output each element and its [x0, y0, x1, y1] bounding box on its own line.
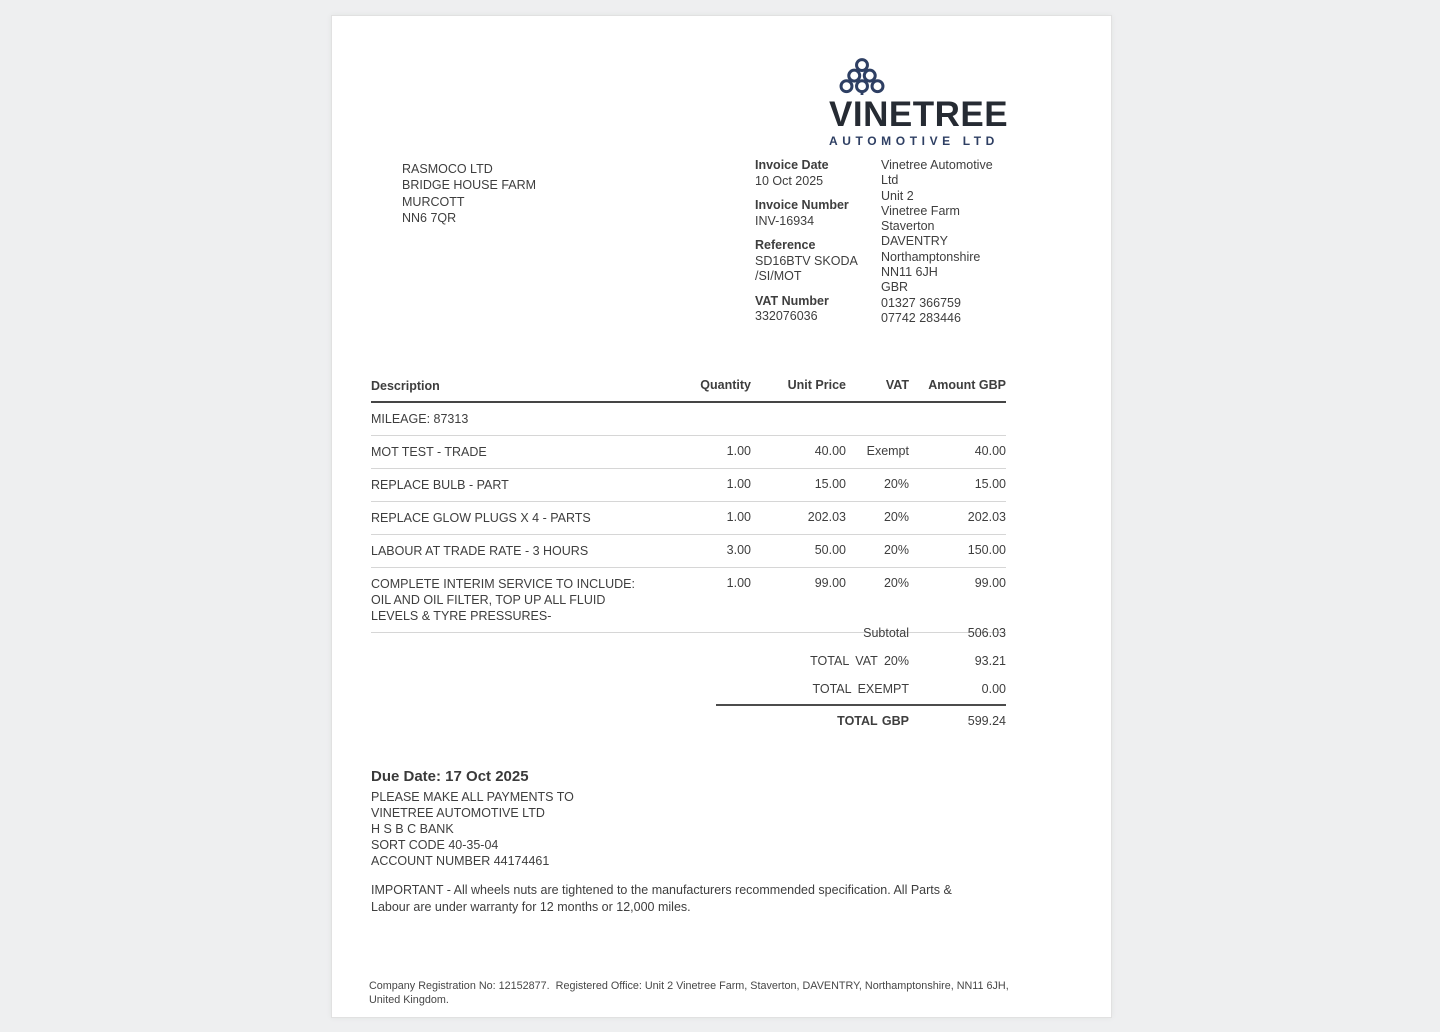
important-note: [371, 882, 1016, 915]
total-vat-value: 93.21: [974, 654, 1006, 668]
grand-total-label: TOTAL GBP: [837, 714, 909, 728]
total-exempt-label: TOTAL EXEMPT: [812, 682, 909, 696]
registration-footer: [369, 979, 1029, 1007]
subtotal-label: Subtotal: [863, 626, 909, 640]
total-vat-row: [371, 647, 1006, 675]
total-exempt-row: [371, 675, 1006, 703]
customer-address: [402, 161, 536, 227]
invoice-meta: [755, 158, 875, 334]
item-description: REPLACE BULB - PART: [371, 478, 509, 492]
item-unit-price: 40.00: [814, 444, 846, 458]
company-address-line: Staverton: [881, 219, 935, 234]
payment-line: PLEASE MAKE ALL PAYMENTS TO: [371, 790, 574, 804]
item-description: COMPLETE INTERIM SERVICE TO INCLUDE:: [371, 577, 635, 591]
item-quantity: 1.00: [726, 477, 751, 491]
payment-line: H S B C BANK: [371, 822, 454, 836]
table-row: [371, 502, 1006, 535]
customer-address-line: MURCOTT: [402, 194, 465, 209]
invoice-page: [331, 15, 1112, 1018]
item-vat: 20%: [883, 510, 909, 524]
item-description: OIL AND OIL FILTER, TOP UP ALL FLUID: [371, 593, 606, 607]
header-unit-price: Unit Price: [787, 378, 846, 392]
reference-value: SD16BTV SKODA: [755, 253, 858, 268]
item-vat: 20%: [883, 477, 909, 491]
header-amount-gbp: Amount GBP: [928, 378, 1006, 392]
invoice-date-label: Invoice Date: [755, 158, 829, 172]
company-address-line: Vinetree Farm: [881, 203, 960, 218]
invoice-number-value: INV-16934: [755, 213, 815, 228]
item-vat: Exempt: [866, 444, 909, 458]
company-address-line: Ltd: [881, 173, 899, 188]
logo-wordmark: VINETREE: [829, 95, 1009, 134]
item-description: LABOUR AT TRADE RATE - 3 HOURS: [371, 544, 589, 558]
reference-label: Reference: [755, 238, 816, 252]
totals-section: [371, 619, 1006, 735]
grape-cluster-icon: [839, 58, 1019, 98]
reference-group: [755, 238, 875, 285]
company-phone: 01327 366759: [881, 295, 961, 310]
customer-address-line: BRIDGE HOUSE FARM: [402, 178, 537, 193]
item-description: MILEAGE: 87313: [371, 412, 469, 426]
customer-address-line: RASMOCO LTD: [402, 162, 493, 176]
item-description: MOT TEST - TRADE: [371, 445, 487, 459]
item-quantity: 1.00: [726, 444, 751, 458]
table-row: [371, 403, 1006, 436]
note-line: IMPORTANT - All wheels nuts are tightened to the manufacturers recommended specification. All Parts &: [371, 883, 952, 897]
company-address-line: DAVENTRY: [881, 234, 948, 249]
payment-line: SORT CODE 40-35-04: [371, 838, 499, 852]
item-quantity: 1.00: [726, 510, 751, 524]
item-amount: 99.00: [974, 576, 1006, 590]
customer-address-line: NN6 7QR: [402, 211, 457, 226]
header-quantity: Quantity: [700, 378, 751, 392]
item-quantity: 1.00: [726, 576, 751, 590]
subtotal-value: 506.03: [967, 626, 1006, 640]
total-vat-label: TOTAL VAT 20%: [810, 654, 909, 668]
item-amount: 40.00: [974, 444, 1006, 458]
footer-line: Company Registration No: 12152877. Registered Office: Unit 2 Vinetree Farm, Staverton, DAVENTRY, Northamptonshire, NN11 6JH,: [369, 980, 1009, 992]
item-unit-price: 99.00: [814, 576, 846, 590]
header-vat: VAT: [885, 378, 909, 392]
due-date: Due Date: 17 Oct 2025: [371, 768, 529, 785]
company-address-line: Northamptonshire: [881, 249, 981, 264]
company-address-line: GBR: [881, 280, 909, 295]
invoice-number-group: [755, 198, 875, 229]
invoice-number-label: Invoice Number: [755, 198, 849, 212]
company-address-line: Vinetree Automotive: [881, 158, 993, 172]
item-description: LEVELS & TYRE PRESSURES-: [371, 609, 552, 623]
item-amount: 15.00: [974, 477, 1006, 491]
table-header-row: [371, 376, 1006, 403]
table-row: [371, 535, 1006, 568]
company-logo: [829, 58, 1019, 148]
invoice-date-value: 10 Oct 2025: [755, 173, 824, 188]
company-address: [881, 158, 993, 326]
footer-line: United Kingdom.: [369, 994, 449, 1006]
item-amount: 202.03: [967, 510, 1006, 524]
item-amount: 150.00: [967, 543, 1006, 557]
note-line: Labour are under warranty for 12 months or 12,000 miles.: [371, 899, 691, 914]
subtotal-row: [371, 619, 1006, 647]
line-items-table: [371, 376, 1006, 633]
payment-line: VINETREE AUTOMOTIVE LTD: [371, 806, 545, 820]
item-vat: 20%: [883, 576, 909, 590]
logo-subtitle: AUTOMOTIVE LTD: [829, 134, 999, 149]
item-description: REPLACE GLOW PLUGS X 4 - PARTS: [371, 511, 591, 525]
item-quantity: 3.00: [726, 543, 751, 557]
item-unit-price: 50.00: [814, 543, 846, 557]
invoice-date-group: [755, 158, 875, 189]
table-row: [371, 469, 1006, 502]
reference-value: /SI/MOT: [755, 269, 802, 283]
vat-number-label: VAT Number: [755, 293, 829, 308]
vat-number-group: [755, 294, 875, 325]
payment-details: [371, 768, 574, 869]
grand-total-value: 599.24: [967, 714, 1006, 728]
item-unit-price: 15.00: [814, 477, 846, 491]
table-row: [371, 436, 1006, 469]
payment-line: ACCOUNT NUMBER 44174461: [371, 854, 550, 868]
company-address-line: Unit 2: [881, 188, 914, 203]
item-vat: 20%: [883, 543, 909, 557]
header-description: Description: [371, 379, 440, 393]
company-phone: 07742 283446: [881, 310, 961, 325]
total-exempt-value: 0.00: [981, 682, 1006, 696]
grand-total-row: [716, 704, 1006, 735]
item-unit-price: 202.03: [807, 510, 846, 524]
company-address-line: NN11 6JH: [881, 265, 938, 280]
vat-number-value: 332076036: [755, 309, 818, 323]
